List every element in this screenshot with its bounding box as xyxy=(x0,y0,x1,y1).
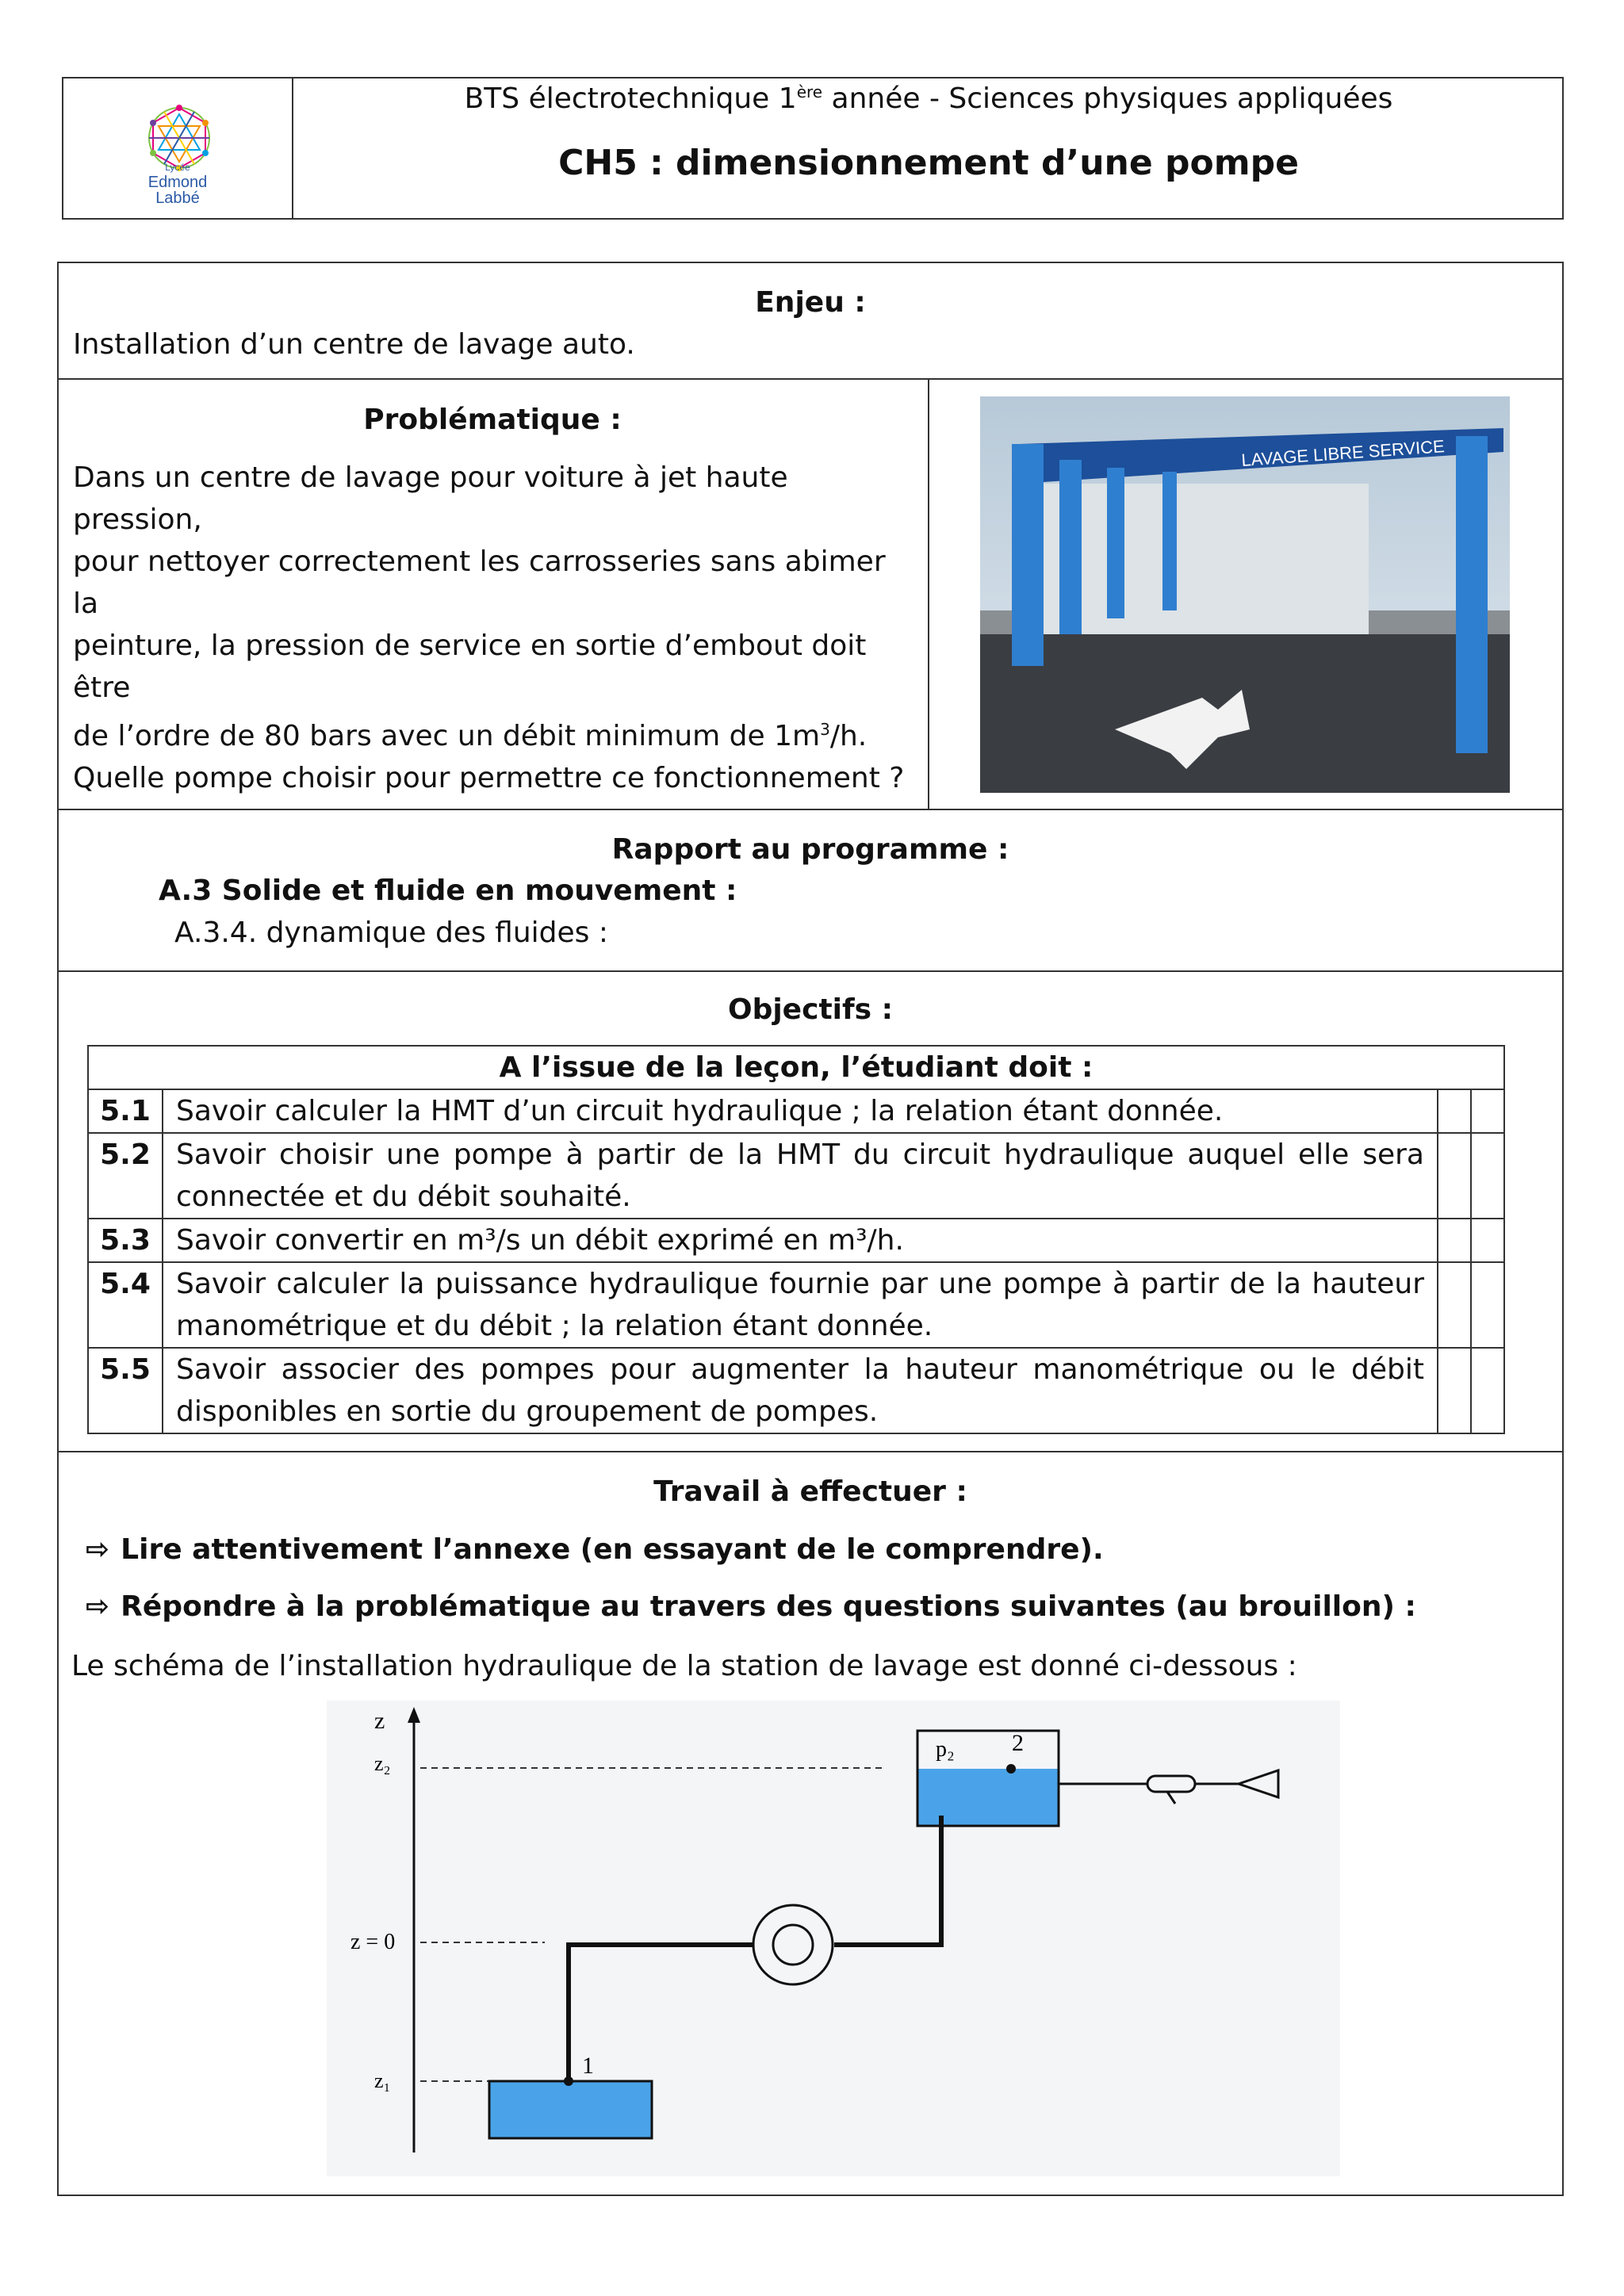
logo-small-text: Lycée xyxy=(165,162,190,173)
checkbox-cell[interactable] xyxy=(1471,1262,1504,1348)
logo-name-2: Labbé xyxy=(155,189,200,207)
photo-sign-text: LAVAGE LIBRE SERVICE xyxy=(1240,436,1446,470)
divider xyxy=(57,809,1564,810)
unit-suffix: /h. xyxy=(829,720,868,752)
table-row xyxy=(88,1219,1504,1262)
checkbox-cell[interactable] xyxy=(1471,1348,1504,1433)
travail-item-text: Lire attentivement l’annexe (en essayant de le comprendre). xyxy=(121,1533,1104,1566)
objectifs-table xyxy=(87,1045,1505,1434)
objective-number: 5.1 xyxy=(88,1089,163,1133)
enjeu-text: Installation d’un centre de lavage auto. xyxy=(73,328,635,361)
programme-subitem: A.3.4. dynamique des fluides : xyxy=(174,916,608,949)
objective-number: 5.2 xyxy=(88,1133,163,1219)
objective-text: Savoir associer des pompes pour augmenter la hauteur manométrique ou le débit disponibles en sortie du groupement de pompes. xyxy=(163,1348,1438,1433)
table-row xyxy=(88,1262,1504,1348)
divider xyxy=(928,378,929,809)
problematique-heading: Problématique : xyxy=(363,404,622,436)
point-1-label: 1 xyxy=(582,2053,594,2079)
course-subject: année - Sciences physiques appliquées xyxy=(822,82,1393,115)
upper-tank-water xyxy=(917,1769,1059,1826)
enjeu-heading: Enjeu : xyxy=(755,286,866,319)
logo-cell xyxy=(62,77,293,220)
programme-item: A.3 Solide et fluide en mouvement : xyxy=(159,874,737,907)
objective-text: Savoir calculer la puissance hydraulique fournie par une pompe à partir de la hauteur manométrique et du débit ; la relation étant donnée. xyxy=(163,1262,1438,1348)
logo-name-1: Edmond xyxy=(147,174,208,191)
z1-label: z₁ xyxy=(374,2069,391,2092)
problematique-line: Dans un centre de lavage pour voiture à jet haute pression, xyxy=(73,461,788,536)
objective-text: Savoir convertir en m³/s un débit exprimé en m³/h. xyxy=(163,1219,1438,1262)
p2-label: p₂ xyxy=(936,1737,955,1762)
checkbox-cell[interactable] xyxy=(1438,1219,1471,1262)
course-line xyxy=(293,82,1564,115)
travail-item-text: Répondre à la problématique au travers des questions suivantes (au brouillon) : xyxy=(121,1590,1416,1623)
course-level-sup: ère xyxy=(796,82,823,101)
divider xyxy=(57,970,1564,972)
arrow-right-icon: ⇨ xyxy=(86,1533,110,1566)
z0-label: z = 0 xyxy=(350,1930,396,1954)
problematique-line-text: de l’ordre de 80 bars avec un débit minimum de 1m xyxy=(73,720,821,752)
objective-number: 5.4 xyxy=(88,1262,163,1348)
hydraulic-diagram xyxy=(327,1701,1340,2176)
problematique-text xyxy=(73,457,917,799)
table-row xyxy=(88,1089,1504,1133)
problematique-line xyxy=(73,709,917,757)
problematique-line: Quelle pompe choisir pour permettre ce fonctionnement ? xyxy=(73,762,905,794)
exponent: 3 xyxy=(820,720,830,739)
objective-number: 5.5 xyxy=(88,1348,163,1433)
objectifs-heading: Objectifs : xyxy=(727,993,894,1026)
z2-label: z₂ xyxy=(374,1752,391,1775)
lower-tank xyxy=(489,2081,652,2138)
pump-icon xyxy=(753,1905,833,1984)
checkbox-cell[interactable] xyxy=(1471,1133,1504,1219)
checkbox-cell[interactable] xyxy=(1438,1133,1471,1219)
table-header-row xyxy=(88,1046,1504,1089)
objective-text: Savoir calculer la HMT d’un circuit hydraulique ; la relation étant donnée. xyxy=(163,1089,1438,1133)
checkbox-cell[interactable] xyxy=(1471,1089,1504,1133)
table-row xyxy=(88,1348,1504,1433)
checkbox-cell[interactable] xyxy=(1471,1219,1504,1262)
point-1-marker xyxy=(564,2076,573,2086)
divider xyxy=(57,378,1564,380)
point-2-label: 2 xyxy=(1012,1730,1024,1756)
arrow-right-icon: ⇨ xyxy=(86,1590,110,1623)
page-title: CH5 : dimensionnement d’une pompe xyxy=(558,143,1299,183)
table-row xyxy=(88,1133,1504,1219)
axis-label: z xyxy=(374,1708,385,1734)
divider xyxy=(57,1451,1564,1452)
point-2-marker xyxy=(1006,1764,1016,1774)
objective-text: Savoir choisir une pompe à partir de la HMT du circuit hydraulique auquel elle sera connectée et du débit souhaité. xyxy=(163,1133,1438,1219)
checkbox-cell[interactable] xyxy=(1438,1089,1471,1133)
travail-item xyxy=(86,1586,1416,1628)
problematique-line: peinture, la pression de service en sortie d’embout doit être xyxy=(73,629,867,704)
car-wash-photo xyxy=(980,396,1510,793)
travail-item xyxy=(86,1529,1104,1571)
travail-intro: Le schéma de l’installation hydraulique de la station de lavage est donné ci-dessous : xyxy=(71,1650,1297,1682)
objective-number: 5.3 xyxy=(88,1219,163,1262)
course-level: BTS électrotechnique 1 xyxy=(464,82,797,115)
programme-heading: Rapport au programme : xyxy=(611,833,1009,866)
checkbox-cell[interactable] xyxy=(1438,1262,1471,1348)
table-header: A l’issue de la leçon, l’étudiant doit : xyxy=(88,1046,1504,1089)
checkbox-cell[interactable] xyxy=(1438,1348,1471,1433)
travail-heading: Travail à effectuer : xyxy=(653,1475,967,1508)
problematique-line: pour nettoyer correctement les carrosseries sans abimer la xyxy=(73,545,886,620)
